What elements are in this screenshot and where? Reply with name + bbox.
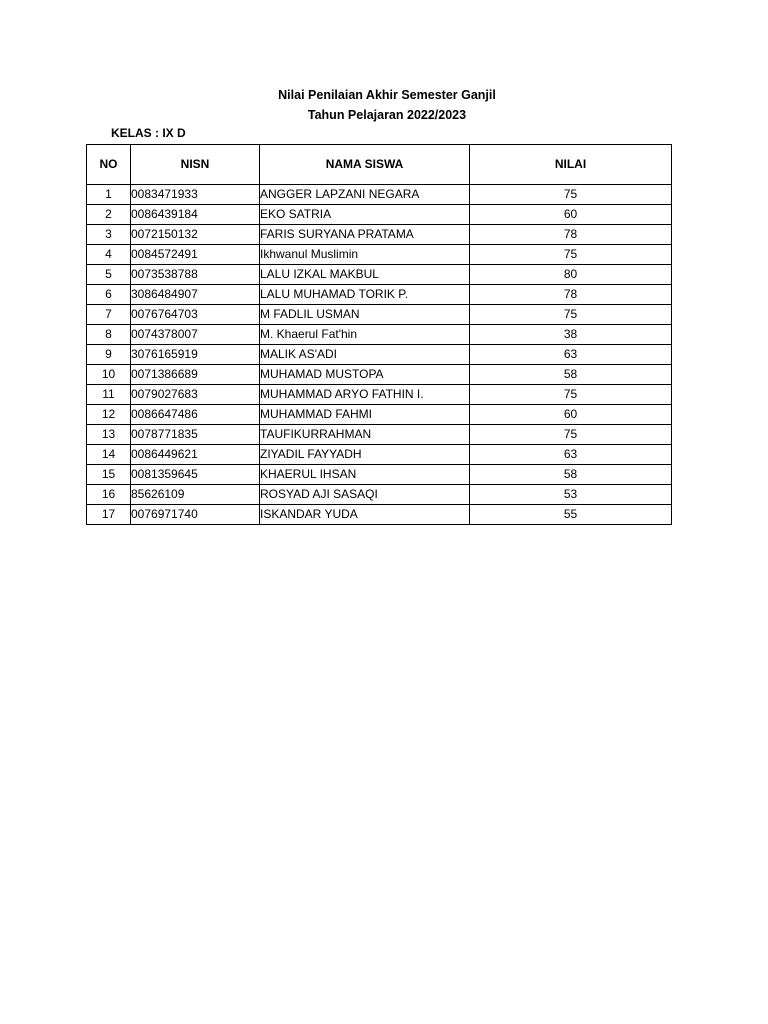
row-no-cell: 15 xyxy=(87,465,131,485)
row-nama-cell: ISKANDAR YUDA xyxy=(260,505,470,525)
row-nama-cell: KHAERUL IHSAN xyxy=(260,465,470,485)
row-nisn-cell: 0072150132 xyxy=(131,225,260,245)
header-nama-siswa: NAMA SISWA xyxy=(260,145,470,185)
row-no-cell: 2 xyxy=(87,205,131,225)
row-nilai-cell: 53 xyxy=(470,485,672,505)
row-nilai-cell: 78 xyxy=(470,285,672,305)
header-no: NO xyxy=(87,145,131,185)
row-nisn-cell: 0081359645 xyxy=(131,465,260,485)
row-nama-cell: M. Khaerul Fat'hin xyxy=(260,325,470,345)
row-nisn-cell: 0074378007 xyxy=(131,325,260,345)
row-no-cell: 11 xyxy=(87,385,131,405)
table-row xyxy=(87,465,672,485)
row-no-cell: 5 xyxy=(87,265,131,285)
row-nilai-cell: 75 xyxy=(470,185,672,205)
row-nilai-cell: 75 xyxy=(470,305,672,325)
row-nilai-cell: 63 xyxy=(470,445,672,465)
row-nilai-cell: 58 xyxy=(470,365,672,385)
row-no-cell: 7 xyxy=(87,305,131,325)
row-nama-cell: Ikhwanul Muslimin xyxy=(260,245,470,265)
row-nisn-cell: 0086647486 xyxy=(131,405,260,425)
row-nisn-cell: 0076971740 xyxy=(131,505,260,525)
table-row xyxy=(87,185,672,205)
table-header xyxy=(87,145,672,185)
row-no-cell: 3 xyxy=(87,225,131,245)
row-no-cell: 13 xyxy=(87,425,131,445)
row-nama-cell: ANGGER LAPZANI NEGARA xyxy=(260,185,470,205)
row-nama-cell: M FADLIL USMAN xyxy=(260,305,470,325)
table-row xyxy=(87,485,672,505)
table-row xyxy=(87,505,672,525)
row-nisn-cell: 0083471933 xyxy=(131,185,260,205)
row-nilai-cell: 75 xyxy=(470,245,672,265)
row-nisn-cell: 3076165919 xyxy=(131,345,260,365)
table-row xyxy=(87,225,672,245)
row-nilai-cell: 60 xyxy=(470,405,672,425)
table-row xyxy=(87,205,672,225)
table-row xyxy=(87,265,672,285)
row-nama-cell: MUHAMAD MUSTOPA xyxy=(260,365,470,385)
row-nisn-cell: 3086484907 xyxy=(131,285,260,305)
row-no-cell: 17 xyxy=(87,505,131,525)
table-row xyxy=(87,365,672,385)
row-nilai-cell: 75 xyxy=(470,385,672,405)
row-nilai-cell: 60 xyxy=(470,205,672,225)
row-nilai-cell: 58 xyxy=(470,465,672,485)
row-nilai-cell: 78 xyxy=(470,225,672,245)
row-nama-cell: EKO SATRIA xyxy=(260,205,470,225)
row-nilai-cell: 55 xyxy=(470,505,672,525)
header-row xyxy=(87,145,672,185)
document-subtitle: Tahun Pelajaran 2022/2023 xyxy=(307,108,467,122)
row-nilai-cell: 80 xyxy=(470,265,672,285)
row-nama-cell: MUHAMMAD ARYO FATHIN I. xyxy=(260,385,470,405)
row-no-cell: 14 xyxy=(87,445,131,465)
row-no-cell: 4 xyxy=(87,245,131,265)
class-label: KELAS : IX D xyxy=(111,126,186,140)
row-nama-cell: FARIS SURYANA PRATAMA xyxy=(260,225,470,245)
row-nilai-cell: 38 xyxy=(470,325,672,345)
row-nama-cell: ROSYAD AJI SASAQI xyxy=(260,485,470,505)
grades-table xyxy=(86,144,672,525)
row-no-cell: 16 xyxy=(87,485,131,505)
row-nama-cell: LALU IZKAL MAKBUL xyxy=(260,265,470,285)
row-nisn-cell: 0078771835 xyxy=(131,425,260,445)
row-nisn-cell: 85626109 xyxy=(131,485,260,505)
row-nisn-cell: 0073538788 xyxy=(131,265,260,285)
table-row xyxy=(87,305,672,325)
header-nisn: NISN xyxy=(131,145,260,185)
row-no-cell: 1 xyxy=(87,185,131,205)
table-row xyxy=(87,345,672,365)
table-row xyxy=(87,245,672,265)
row-nama-cell: MUHAMMAD FAHMI xyxy=(260,405,470,425)
header-nilai: NILAI xyxy=(470,145,672,185)
table-row xyxy=(87,325,672,345)
table-row xyxy=(87,385,672,405)
row-nilai-cell: 63 xyxy=(470,345,672,365)
table-row xyxy=(87,425,672,445)
row-nisn-cell: 0086449621 xyxy=(131,445,260,465)
row-nisn-cell: 0086439184 xyxy=(131,205,260,225)
row-no-cell: 12 xyxy=(87,405,131,425)
row-nisn-cell: 0071386689 xyxy=(131,365,260,385)
row-nama-cell: LALU MUHAMAD TORIK P. xyxy=(260,285,470,305)
row-no-cell: 6 xyxy=(87,285,131,305)
row-nisn-cell: 0076764703 xyxy=(131,305,260,325)
row-nisn-cell: 0079027683 xyxy=(131,385,260,405)
row-nama-cell: TAUFIKURRAHMAN xyxy=(260,425,470,445)
table-row xyxy=(87,405,672,425)
row-nama-cell: ZIYADIL FAYYADH xyxy=(260,445,470,465)
table-row xyxy=(87,445,672,465)
row-nisn-cell: 0084572491 xyxy=(131,245,260,265)
row-no-cell: 9 xyxy=(87,345,131,365)
table-body xyxy=(87,185,672,525)
row-no-cell: 8 xyxy=(87,325,131,345)
row-no-cell: 10 xyxy=(87,365,131,385)
row-nilai-cell: 75 xyxy=(470,425,672,445)
document-title: Nilai Penilaian Akhir Semester Ganjil xyxy=(278,88,496,102)
row-nama-cell: MALIK AS'ADI xyxy=(260,345,470,365)
table-row xyxy=(87,285,672,305)
